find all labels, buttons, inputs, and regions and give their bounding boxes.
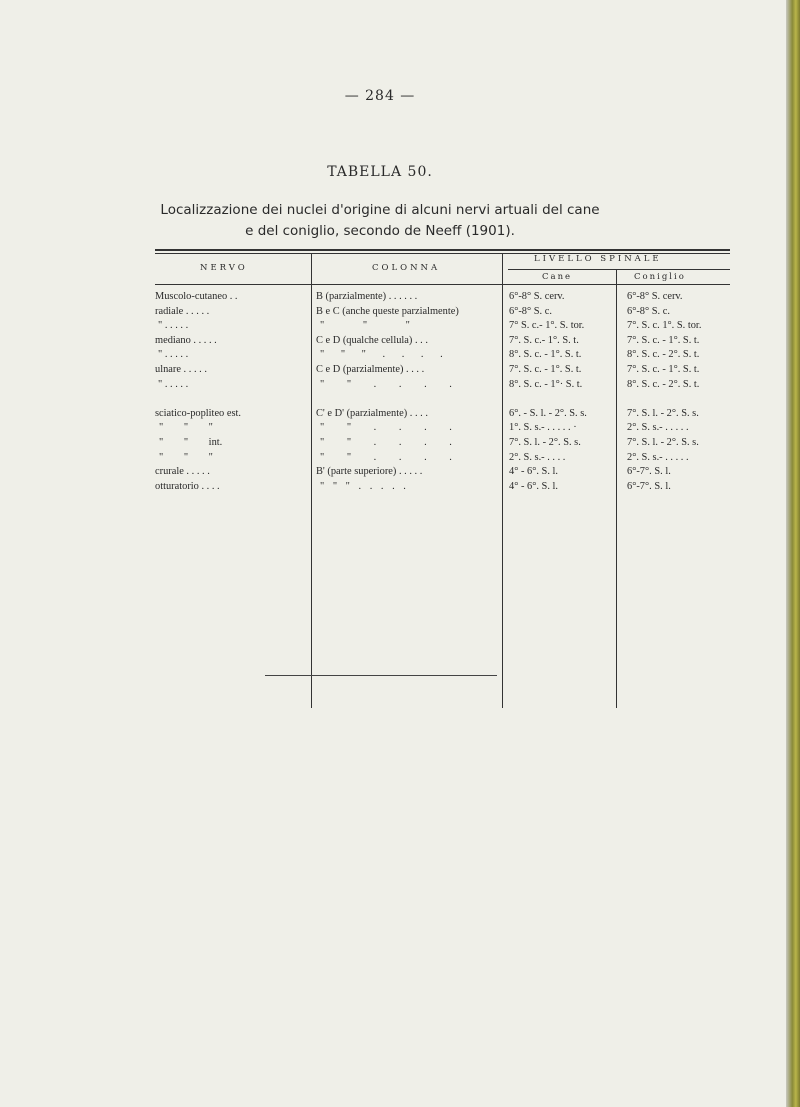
header-coniglio: Coniglio [634, 272, 686, 282]
table-title: TABELLA 50. [327, 164, 433, 180]
table-cell: B e C (anche queste parzialmente) [316, 305, 459, 317]
table-top-rule-thick [155, 249, 730, 251]
table-cell: 6°-8° S. c. [509, 305, 552, 317]
column-coniglio [627, 290, 737, 494]
table-end-rule [265, 675, 497, 676]
table-cell: 7°. S. c.- 1°. S. t. [509, 334, 579, 346]
table-cell: " " " . . . . . [320, 480, 406, 492]
header-cane: Cane [542, 272, 573, 282]
caption-line-1: Localizzazione dei nuclei d'origine di alcuni nervi artuali del cane [160, 202, 600, 218]
table-cell: radiale . . . . . [155, 305, 210, 317]
table-cell: B' (parte superiore) . . . . . [316, 466, 423, 478]
header-bottom-rule [155, 284, 730, 285]
table-cell: 7° S. c.- 1°. S. tor. [509, 320, 585, 332]
column-cane [509, 290, 615, 494]
table-cell: " " " [159, 422, 213, 434]
table-cell: " " " [159, 451, 213, 463]
table-cell: 7°. S. c. - 1°. S. t. [627, 334, 700, 346]
table-cell: 8°. S. c. - 2°. S. t. [627, 378, 700, 390]
livello-subheader-rule [508, 269, 730, 270]
table-cell: 4° - 6°. S. l. [509, 466, 559, 478]
table-cell: 8°. S. c. - 1°. S. t. [509, 349, 582, 361]
column-nervo [155, 290, 307, 494]
table-cell: 7°. S. l. - 2°. S. s. [509, 436, 581, 448]
table-cell: " . . . . . [158, 349, 189, 361]
table-cell: otturatorio . . . . [155, 480, 220, 492]
table-cell: C' e D' (parzialmente) . . . . [316, 407, 428, 419]
table-cell: 1°. S. s.- . . . . . · [509, 422, 577, 434]
caption-line-2: e del coniglio, secondo de Neeff (1901). [245, 223, 515, 239]
table-cell: B (parzialmente) . . . . . . [316, 291, 418, 302]
table-cell: 6°-7°. S. l. [627, 466, 671, 478]
divider-nervo-colonna [311, 254, 312, 708]
table-cell: 8°. S. c. - 2°. S. t. [627, 349, 700, 361]
table-cell: " " . . . . [320, 422, 452, 434]
table-cell: 2°. S. s.- . . . . [509, 451, 566, 463]
table-cell: 4° - 6°. S. l. [509, 480, 559, 492]
table-cell: " . . . . . [158, 378, 189, 390]
column-colonna [316, 290, 500, 494]
table-cell: mediano . . . . . [155, 334, 217, 346]
table-cell: 7°. S. c. - 1°. S. t. [627, 363, 700, 375]
table-cell: 7°. S. l. - 2°. S. s. [627, 436, 699, 448]
page-number: — 284 — [344, 88, 416, 104]
table-cell: " " int. [159, 436, 223, 448]
header-livello-spinale: LIVELLO SPINALE [534, 254, 662, 264]
table-cell: " " . . . . [320, 378, 452, 390]
table-cell: C e D (qualche cellula) . . . [316, 334, 428, 346]
table-cell: " " " [320, 320, 410, 332]
table-cell: crurale . . . . . [155, 466, 210, 478]
divider-cane-coniglio [616, 270, 617, 708]
table-cell: 6°-7°. S. l. [627, 480, 671, 492]
table-cell: 6°. - S. l. - 2°. S. s. [509, 407, 587, 419]
header-colonna: COLONNA [372, 263, 441, 273]
table-cell: 2°. S. s.- . . . . . [627, 422, 689, 434]
table-cell: ulnare . . . . . [155, 363, 207, 375]
table-cell: " . . . . . [158, 320, 189, 332]
table-cell: 7°. S. l. - 2°. S. s. [627, 407, 699, 419]
table-cell: 8°. S. c. - 1°· S. t. [509, 378, 583, 390]
table-cell: sciatico-popliteo est. [155, 407, 241, 419]
table-cell: " " " . . . . [320, 349, 443, 361]
table-cell: 6°-8° S. cerv. [627, 291, 683, 302]
divider-colonna-livello [502, 254, 503, 708]
table-cell: C e D (parzialmente) . . . . [316, 363, 425, 375]
table-cell: " " . . . . [320, 436, 452, 448]
table-cell: " " . . . . [320, 451, 452, 463]
table-cell: 6°-8° S. cerv. [509, 291, 565, 302]
header-nervo: NERVO [200, 263, 248, 273]
book-edge [786, 0, 800, 1107]
table-cell: 2°. S. s.- . . . . . [627, 451, 689, 463]
table-cell: 7°. S. c. - 1°. S. t. [509, 363, 582, 375]
table-cell: Muscolo-cutaneo . . [155, 291, 238, 302]
table-cell: 7°. S. c. 1°. S. tor. [627, 320, 702, 332]
table-cell: 6°-8° S. c. [627, 305, 670, 317]
